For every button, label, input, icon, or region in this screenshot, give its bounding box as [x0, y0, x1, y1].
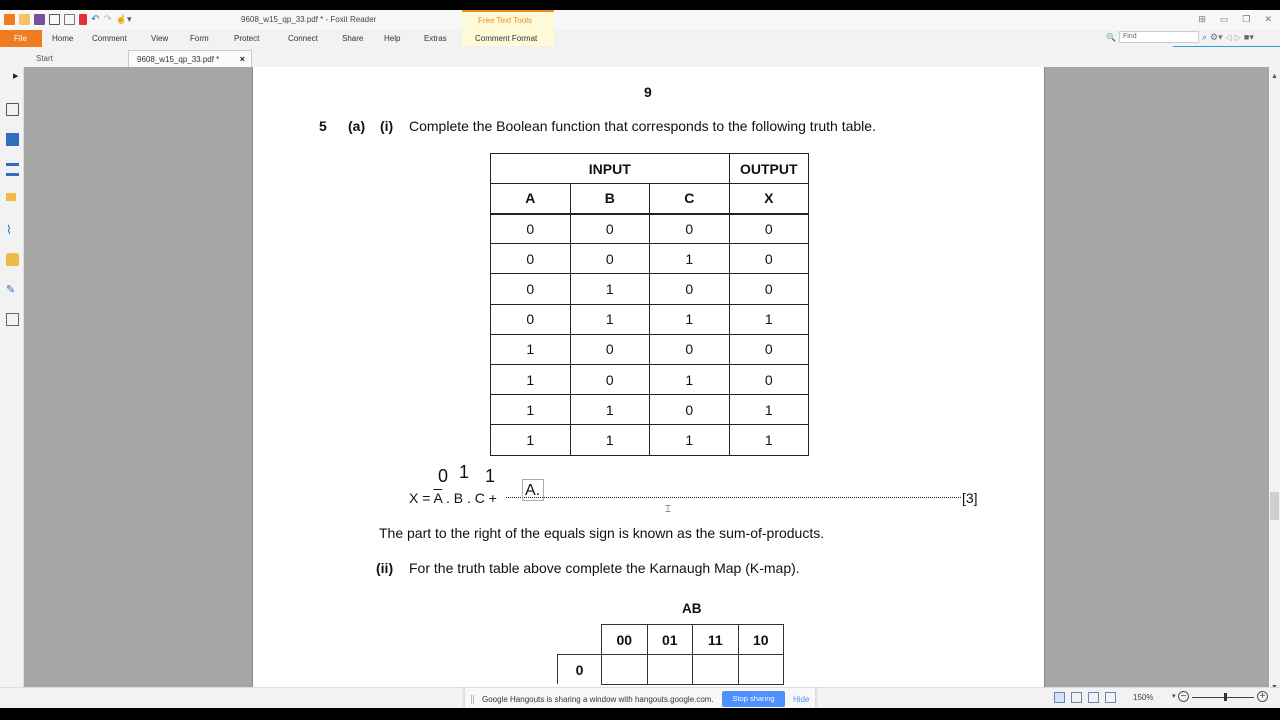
- security-lock-icon[interactable]: [6, 253, 19, 266]
- karnaugh-map: [601, 624, 784, 685]
- undo-icon[interactable]: ↶: [91, 14, 100, 25]
- layers-icon[interactable]: [6, 163, 19, 176]
- cell: 0: [729, 214, 809, 244]
- column-header-c: C: [650, 184, 730, 214]
- document-tab-bar: [0, 47, 1280, 67]
- user-icon[interactable]: ■▾: [1243, 31, 1254, 42]
- continuous-view-icon[interactable]: [1071, 692, 1082, 703]
- tab-connect[interactable]: Connect: [288, 34, 318, 43]
- redo-icon[interactable]: ↷: [103, 14, 112, 25]
- output-group-header: OUTPUT: [729, 154, 809, 184]
- screen-border: [0, 708, 1280, 720]
- signatures-icon[interactable]: ✎: [6, 284, 16, 296]
- truth-table: [490, 153, 809, 456]
- pages-icon[interactable]: [6, 133, 19, 146]
- previous-icon[interactable]: ◁: [1225, 32, 1232, 42]
- cell: 1: [491, 364, 571, 394]
- open-folder-icon[interactable]: [19, 14, 30, 25]
- find-folder-icon[interactable]: 🔍: [1106, 32, 1116, 42]
- zoom-level[interactable]: 150%: [1133, 693, 1154, 702]
- cell: 0: [570, 334, 650, 364]
- kmap-header-01: 01: [647, 625, 693, 655]
- window-title: 9608_w15_qp_33.pdf * - Foxit Reader: [241, 15, 377, 24]
- scan-icon[interactable]: [64, 14, 75, 25]
- stop-sharing-button[interactable]: Stop sharing: [722, 691, 785, 707]
- ribbon-tabs: [0, 30, 1280, 47]
- zoom-slider-track[interactable]: [1192, 697, 1254, 698]
- print-icon[interactable]: [49, 14, 60, 25]
- paste-icon[interactable]: [79, 14, 87, 25]
- cell: 0: [650, 274, 730, 304]
- column-header-x: X: [729, 184, 809, 214]
- kmap-cell[interactable]: [647, 655, 693, 685]
- zoom-out-button[interactable]: −: [1178, 691, 1189, 702]
- kmap-cell[interactable]: [738, 655, 784, 685]
- cell: 0: [491, 304, 571, 334]
- column-header-b: B: [570, 184, 650, 214]
- expand-panel-icon[interactable]: ▶: [13, 73, 19, 80]
- cell: 0: [650, 214, 730, 244]
- app-logo-icon[interactable]: [4, 14, 15, 25]
- digital-ids-icon[interactable]: [6, 313, 19, 326]
- cell: 0: [491, 274, 571, 304]
- hand-tool-icon[interactable]: ☝▾: [115, 14, 132, 24]
- tab-protect[interactable]: Protect: [234, 34, 260, 43]
- tab-comment[interactable]: Comment: [92, 34, 127, 43]
- cell: 0: [650, 395, 730, 425]
- left-navigation-panel: [0, 67, 24, 697]
- zoom-slider-thumb[interactable]: [1224, 693, 1227, 701]
- cell: 1: [650, 364, 730, 394]
- single-page-view-icon[interactable]: [1054, 692, 1065, 703]
- document-viewport[interactable]: [24, 67, 1269, 697]
- annotation-b-value[interactable]: 1: [459, 462, 470, 482]
- table-row: [491, 274, 809, 304]
- zoom-dropdown-icon[interactable]: ▾: [1172, 693, 1176, 700]
- save-icon[interactable]: [34, 14, 45, 25]
- tab-start[interactable]: Start: [36, 54, 53, 63]
- column-header-a: A: [491, 184, 571, 214]
- sharing-message: Google Hangouts is sharing a window with hangouts.google.com.: [482, 695, 714, 704]
- table-row: [491, 244, 809, 274]
- kmap-row-header-0: 0: [557, 654, 602, 684]
- maximize-icon[interactable]: ❐: [1242, 14, 1251, 24]
- table-row: [491, 395, 809, 425]
- find-input[interactable]: Find: [1119, 31, 1199, 43]
- question-number: 5: [319, 118, 327, 134]
- cell: 1: [650, 304, 730, 334]
- cell: 0: [650, 334, 730, 364]
- cell: 0: [729, 364, 809, 394]
- kmap-column-variable: AB: [682, 601, 702, 616]
- cell: 1: [729, 304, 809, 334]
- foxit-reader-window: [0, 10, 1280, 708]
- pdf-page: [252, 67, 1045, 697]
- tab-file[interactable]: File: [0, 30, 42, 47]
- title-bar: [0, 10, 1280, 30]
- table-row: [491, 425, 809, 455]
- annotation-a-value[interactable]: 0: [438, 466, 449, 486]
- close-tab-icon[interactable]: ×: [239, 54, 245, 64]
- cell: 1: [729, 425, 809, 455]
- equation-prefix: X =: [409, 490, 434, 506]
- cell: 1: [491, 395, 571, 425]
- sum-of-products-note: The part to the right of the equals sign is known as the sum-of-products.: [379, 525, 825, 541]
- tab-document-active[interactable]: [128, 50, 252, 67]
- kmap-cell[interactable]: [602, 655, 648, 685]
- table-row: [491, 304, 809, 334]
- cell: 1: [650, 244, 730, 274]
- facing-view-icon[interactable]: [1088, 692, 1099, 703]
- kmap-cell[interactable]: [693, 655, 739, 685]
- cell: 0: [729, 244, 809, 274]
- marks-label: [3]: [962, 490, 978, 506]
- tab-document-label: 9608_w15_qp_33.pdf *: [137, 55, 220, 64]
- text-cursor-icon: ⌶: [665, 504, 671, 515]
- tab-extras[interactable]: Extras: [424, 34, 447, 43]
- input-group-header: INPUT: [491, 154, 730, 184]
- cell: 0: [570, 214, 650, 244]
- continuous-facing-view-icon[interactable]: [1105, 692, 1116, 703]
- question-part-ii: (ii): [376, 560, 394, 576]
- attachments-icon[interactable]: ⌇: [6, 223, 12, 237]
- cell: 1: [570, 274, 650, 304]
- contextual-tab-label: Free Text Tools: [478, 16, 532, 25]
- kmap-header-10: 10: [738, 625, 784, 655]
- tab-help[interactable]: Help: [384, 34, 401, 43]
- bookmarks-icon[interactable]: [6, 103, 19, 116]
- page-number: 9: [644, 84, 652, 100]
- cell: 0: [570, 364, 650, 394]
- equation-rest: . B . C +: [442, 490, 497, 506]
- tab-share[interactable]: Share: [342, 34, 364, 43]
- cell: 0: [491, 244, 571, 274]
- boolean-equation: [409, 490, 497, 506]
- tab-view[interactable]: View: [151, 34, 169, 43]
- cell: 0: [729, 274, 809, 304]
- comments-icon[interactable]: [6, 193, 16, 201]
- table-row: [491, 364, 809, 394]
- next-icon[interactable]: ▷: [1234, 32, 1241, 42]
- zoom-in-button[interactable]: +: [1257, 691, 1268, 702]
- cell: 0: [491, 214, 571, 244]
- answer-dotted-line: [506, 497, 961, 498]
- kmap-header-00: 00: [602, 625, 648, 655]
- window-controls: [1198, 14, 1272, 25]
- hide-button[interactable]: Hide: [793, 695, 810, 704]
- cell: 0: [570, 244, 650, 274]
- minimize-icon[interactable]: ▭: [1219, 14, 1229, 24]
- find-area: [1106, 31, 1254, 43]
- drag-handle-icon[interactable]: [471, 695, 474, 704]
- table-row: [491, 334, 809, 364]
- annotation-c-value[interactable]: 1: [485, 466, 496, 486]
- vertical-scrollbar[interactable]: [1269, 67, 1280, 697]
- kmap-header-11: 11: [693, 625, 739, 655]
- quick-access-toolbar: [4, 14, 132, 25]
- close-icon[interactable]: ✕: [1264, 14, 1272, 24]
- restore-layout-icon[interactable]: ⊞: [1198, 14, 1206, 24]
- settings-icon[interactable]: ⚙▾: [1210, 31, 1223, 42]
- equation-a-bar: $\overline{A}$: [433, 490, 443, 506]
- question-ii-text: For the truth table above complete the Karnaugh Map (K-map).: [409, 560, 800, 576]
- tab-home[interactable]: Home: [52, 34, 74, 43]
- question-part-i: (i): [380, 118, 394, 134]
- search-icon[interactable]: ⌕: [1201, 31, 1208, 42]
- page-view-modes: [1054, 692, 1116, 703]
- free-text-answer-box[interactable]: A.: [522, 479, 544, 501]
- cell: 1: [650, 425, 730, 455]
- tab-form[interactable]: Form: [190, 34, 209, 43]
- cell: 1: [570, 395, 650, 425]
- cell: 1: [570, 425, 650, 455]
- cell: 1: [729, 395, 809, 425]
- cell: 1: [570, 304, 650, 334]
- cell: 0: [729, 334, 809, 364]
- question-i-text: Complete the Boolean function that corresponds to the following truth table.: [409, 118, 876, 134]
- table-row: [491, 214, 809, 244]
- cell: 1: [491, 334, 571, 364]
- scrollbar-thumb[interactable]: [1270, 492, 1279, 520]
- question-part-a: (a): [348, 118, 366, 134]
- cell: 1: [491, 425, 571, 455]
- tab-comment-format[interactable]: Comment Format: [475, 34, 538, 43]
- scroll-up-icon[interactable]: ▲: [1271, 73, 1278, 80]
